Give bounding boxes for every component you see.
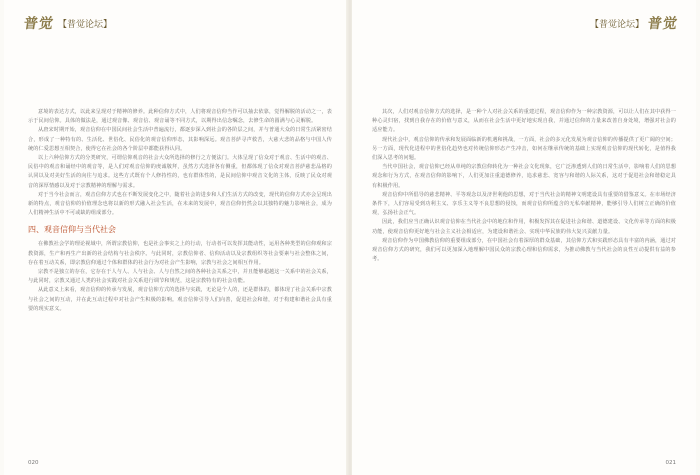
- right-paragraph: 观音信仰中所倡导的慈悲精神、平等观念以及济世利他的思想，对于当代社会的精神文明建设具有重要的借鉴意义。在市场经济条件下，人们容易受到功利主义、享乐主义等不良思想的侵蚀，而观音信仰所蕴含的无私奉献精神，能够引导人们树立正确的价值观，弘扬社会正气。: [372, 191, 676, 217]
- right-page-number: 021: [665, 460, 676, 466]
- section-heading: 四、观音信仰与当代社会: [28, 225, 116, 235]
- right-paragraph: 其次，人们对观音信仰方式的选择，是一种个人对社会关系的重建过程，观音信仰作为一种宗教资源，可以让人们在其中获得一种心灵归宿，找到自我存在的价值与意义，从而在社会生活中更好地实现自我，并通过信仰的力量来改善自身处境，增强对社会的适应能力。: [372, 109, 676, 134]
- right-column-tag: 【普觉论坛】: [589, 19, 644, 30]
- left-paragraph: 对于当今社会而言，观音信仰方式也在不断发展变化之中，随着社会的进步和人们生活方式的改变，现代的信仰方式亦会呈现出新的特点，观音信仰的价值理念也将以新的形式融入社会生活，在未来的发展中，观音信仰仍然会以其独特的魅力影响社会，成为人们精神生活中不可或缺的组成部分。: [28, 191, 332, 217]
- left-page-body: [28, 108, 332, 314]
- left-column-tag: 【普觉论坛】: [58, 19, 113, 30]
- left-paragraph: 宗教不是独立的存在，它存在于人与人、人与社会、人与自然之间的各种社会关系之中，并且能够超越这一关系中的社会关系，与此同时，宗教又通过人类的社会实践对社会关系进行调节和规范，这是宗教特有的社会功能。: [28, 269, 332, 285]
- right-paragraph: 观音信仰作为中国佛教信仰的重要组成部分，在中国社会有着深厚的群众基础，其信仰方式和实践形态具有丰富的内涵，通过对观音信仰方式的研究，我们可以更加深入地理解中国民众的宗教心理和信仰需求，为推动佛教与当代社会的良性互动提供有益的参考。: [372, 237, 676, 263]
- right-paragraph: 现代社会中，观音信仰的传承和发展面临新的机遇和挑战，一方面，社会的多元化发展为观音信仰的传播提供了更广阔的空间；另一方面，现代化进程中的世俗化趋势也对传统信仰形态产生冲击，如何在继承传统的基础上实现观音信仰的现代转化，是值得我们深入思考的问题。: [372, 136, 676, 162]
- left-paragraph: 意境的表达方式，以此来呈现对于精神的修养。此种信仰方式中，人们将观音信仰当作可以抽去依靠，觉得解脱的活动之一，表示于民间信仰。具体的做法是，通过观音像、观音信、观音诵等不同方式，以期得出信念嘱念，去修生命的圆满与心灵解脱。: [28, 109, 332, 125]
- right-page-header: [590, 13, 678, 33]
- right-paragraph: 当代中国社会，观音信仰已经从单纯的宗教信仰转化为一种社会文化现象，它广泛渗透到人们的日常生活中，影响着人们的思想观念和行为方式，在观音信仰的影响下，人们更加注重道德修养，追求慈悲、宽容与和谐的人际关系，这对于促进社会和谐稳定具有积极作用。: [372, 164, 676, 189]
- left-paragraph: 以上六种信仰方式的分类研究，可谓信仰观音的社会大众所选择的修行之方便法门。大体呈现了信众对于观音、生活中的观音、民俗中的观音和诵经中的观音等，是人们对观音信仰的虔诚敬拜，虽然方式选择各有侧重，但都体现了信众对观音菩萨慈悲品格的认同以及对美好生活的向往与追求。这些方式既有个人修持性的，也有群体性的，是民间信仰中观音文化的主体，反映了民众对观音的深厚情感以及对于宗教精神的理解与需求。: [28, 155, 332, 189]
- left-page-number: 020: [28, 460, 39, 466]
- left-paragraph: 从唐宋时期开始，观音信仰在中国民间社会生活中普遍流行，都逐步深入到社会的各阶层之间，并与普通大众的日常生活紧密结合，形成了一种特有的、生活化、世俗化、民俗化的观音信仰形态，其影响深远。观音菩萨寻声救苦，大慈大悲的品格与中国人传统的仁爱思想互相契合，使得它在社会的各个阶层中都能获得认同。: [28, 127, 332, 152]
- right-page-body: [372, 108, 676, 264]
- left-paragraph: 在佛教社会学的理论视域中，所谓宗教信仰，也是社会事实之上的行动，行动者可以发挥其能动性，运用各种类型的信仰观和宗教资源，生产和再生产出新的社会结构与社会秩序。与此同时，宗教信仰者、信仰活动以及宗教组织等社会要素与社会整体之间，存在着互动关系，即宗教信仰通过个体和群体的社会行为对社会产生影响，宗教与社会之间相互作用。: [28, 241, 332, 266]
- left-brand-logo: 普觉: [22, 16, 55, 32]
- right-paragraph: 因此，我们应当正确认识观音信仰在当代社会中的地位和作用，积极发挥其在促进社会和谐、道德建设、文化传承等方面的积极功能，使观音信仰更好地与社会主义社会相适应，为建设和谐社会、实现中华民族的伟大复兴贡献力量。: [372, 219, 676, 235]
- left-page-header: [24, 13, 112, 33]
- right-brand-logo: 普觉: [646, 16, 679, 32]
- left-paragraph: 从此意义上来看，观音信仰的传承与发展，观音信仰方式的选择与实践，无论是个人的，还是群体的，都体现了社会关系中宗教与社会之间的互动，并在此互动过程中对社会产生积极的影响。观音信仰引导人们向善，促进社会和谐，对于构建和谐社会具有重要的现实意义。: [28, 287, 332, 312]
- left-page: [4, 0, 348, 475]
- right-page: [352, 0, 696, 475]
